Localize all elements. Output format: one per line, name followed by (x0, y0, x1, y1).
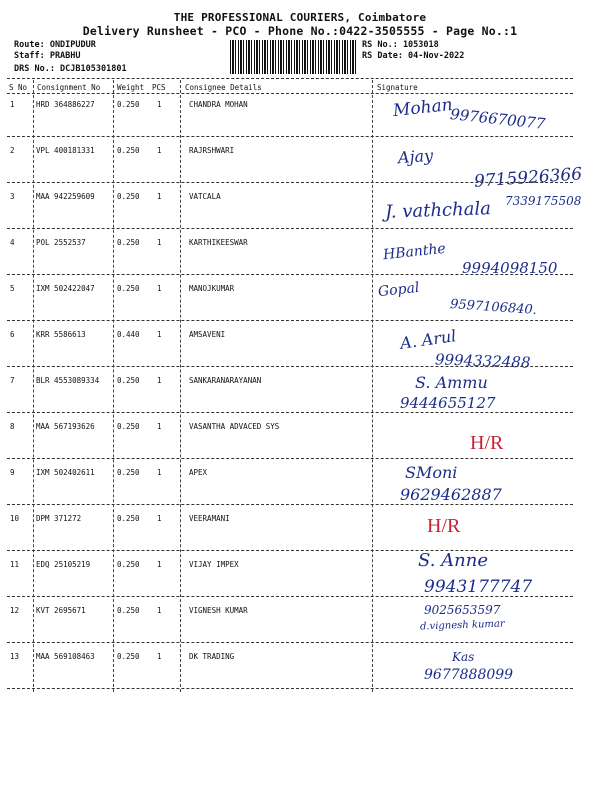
company-title: THE PROFESSIONAL COURIERS, Coimbatore (173, 11, 427, 24)
column-header-signature: Signature (377, 83, 418, 92)
row-consignment-no: MAA 942259609 (36, 192, 95, 201)
row-consignee: CHANDRA MOHAN (189, 100, 248, 109)
row-divider (7, 596, 573, 597)
row-sno: 9 (10, 468, 15, 477)
row-consignment-no: MAA 567193626 (36, 422, 95, 431)
row-sno: 4 (10, 238, 15, 247)
header-rule (7, 93, 573, 94)
row-consignee: DK TRADING (189, 652, 235, 661)
column-header-consignment: Consignment No (37, 83, 101, 92)
row-weight: 0.250 (117, 514, 140, 523)
handwritten-phone-number: 9943177747 (424, 577, 533, 597)
handwritten-phone-number: 9994332488 (434, 350, 531, 372)
row-sno: 5 (10, 284, 15, 293)
row-divider (7, 320, 573, 321)
handwritten-signature: Kas (452, 650, 475, 664)
row-pcs: 1 (157, 468, 162, 477)
handwritten-signature: Ajay (397, 145, 434, 168)
row-consignment-no: VPL 400181331 (36, 146, 95, 155)
column-divider (33, 80, 34, 692)
row-pcs: 1 (157, 606, 162, 615)
handwritten-phone-number: 9025653597 (424, 603, 501, 617)
row-consignee: AMSAVENI (189, 330, 226, 339)
row-consignment-no: POL 2552537 (36, 238, 86, 247)
row-weight: 0.440 (117, 330, 140, 339)
row-sno: 8 (10, 422, 15, 431)
row-sno: 3 (10, 192, 15, 201)
row-consignment-no: IXM 502422047 (36, 284, 95, 293)
handwritten-phone-number: 9629462887 (400, 485, 502, 504)
row-divider (7, 274, 573, 275)
row-pcs: 1 (157, 330, 162, 339)
row-weight: 0.250 (117, 238, 140, 247)
handwritten-signature: Mohan (392, 94, 454, 122)
row-sno: 10 (10, 514, 20, 523)
row-consignee: VATCALA (189, 192, 221, 201)
row-consignment-no: DPM 371272 (36, 514, 82, 523)
row-weight: 0.250 (117, 606, 140, 615)
row-consignee: RAJRSHWARI (189, 146, 235, 155)
row-pcs: 1 (157, 422, 162, 431)
handwritten-phone-number: 9994098150 (462, 259, 558, 277)
drs-label: DRS No.: DCJB105301801 (14, 64, 127, 74)
row-weight: 0.250 (117, 652, 140, 661)
row-weight: 0.250 (117, 284, 140, 293)
row-weight: 0.250 (117, 146, 140, 155)
column-header-weight: Weight (117, 83, 145, 92)
row-consignment-no: KVT 2695671 (36, 606, 86, 615)
column-header-pcs: PCS (152, 83, 166, 92)
row-pcs: 1 (157, 284, 162, 293)
row-divider (7, 136, 573, 137)
row-consignee: APEX (189, 468, 208, 477)
handwritten-phone-number: 9976670077 (449, 105, 547, 133)
rs-number: RS No.: 1053018 (362, 40, 439, 50)
column-divider (372, 80, 373, 692)
row-weight: 0.250 (117, 376, 140, 385)
row-sno: 13 (10, 652, 20, 661)
row-consignee: VIJAY IMPEX (189, 560, 239, 569)
row-consignment-no: MAA 569108463 (36, 652, 95, 661)
row-pcs: 1 (157, 192, 162, 201)
column-divider (180, 80, 181, 692)
column-header-sno: S No (9, 83, 28, 92)
row-consignee: VIGNESH KUMAR (189, 606, 248, 615)
handwritten-signature: d.vignesh kumar (419, 618, 505, 633)
row-weight: 0.250 (117, 192, 140, 201)
row-divider (7, 458, 573, 459)
row-consignee: VASANTHA ADVACED SYS (189, 422, 280, 431)
row-consignee: VEERAMANI (189, 514, 230, 523)
row-sno: 6 (10, 330, 15, 339)
row-consignee: SANKARANARAYANAN (189, 376, 262, 385)
row-weight: 0.250 (117, 100, 140, 109)
row-sno: 7 (10, 376, 15, 385)
handwritten-signature: S. Anne (418, 550, 488, 571)
row-pcs: 1 (157, 560, 162, 569)
column-header-consignee: Consignee Details (185, 83, 262, 92)
row-sno: 1 (10, 100, 15, 109)
row-divider (7, 412, 573, 413)
runsheet-title: Delivery Runsheet - PCO - Phone No.:0422-3505555 - Page No.:1 (82, 24, 518, 38)
staff-label: Staff: PRABHU (14, 51, 81, 61)
row-divider (7, 228, 573, 229)
handwritten-signature: J. vathchala (384, 198, 492, 223)
handwritten-note: H/R (427, 515, 461, 537)
column-divider (113, 80, 114, 692)
route-label: Route: ONDIPUDUR (14, 40, 96, 50)
row-pcs: 1 (157, 100, 162, 109)
row-weight: 0.250 (117, 468, 140, 477)
row-divider (7, 550, 573, 551)
handwritten-phone-number: 7339175508 (505, 194, 582, 208)
row-divider (7, 366, 573, 367)
row-pcs: 1 (157, 514, 162, 523)
handwritten-signature: S. Ammu (415, 373, 488, 392)
row-pcs: 1 (157, 376, 162, 385)
row-pcs: 1 (157, 652, 162, 661)
row-weight: 0.250 (117, 422, 140, 431)
handwritten-signature: HBanthe (382, 240, 447, 264)
handwritten-signature: A. Arul (398, 326, 458, 353)
row-divider (7, 642, 573, 643)
rs-date: RS Date: 04-Nov-2022 (362, 51, 465, 61)
row-consignment-no: KRR 5586613 (36, 330, 86, 339)
row-consignee: MANOJKUMAR (189, 284, 235, 293)
row-sno: 11 (10, 560, 20, 569)
row-consignment-no: EDQ 25105219 (36, 560, 91, 569)
row-sno: 12 (10, 606, 20, 615)
row-consignee: KARTHIKEESWAR (189, 238, 248, 247)
handwritten-signature: Gopal (377, 279, 421, 301)
row-weight: 0.250 (117, 560, 140, 569)
row-consignment-no: BLR 4553089334 (36, 376, 100, 385)
row-consignment-no: HRD 364886227 (36, 100, 95, 109)
row-consignment-no: IXM 502402611 (36, 468, 95, 477)
table-top-rule (7, 78, 573, 79)
row-divider (7, 504, 573, 505)
row-divider (7, 182, 573, 183)
handwritten-phone-number: 9715926366 (473, 164, 583, 192)
row-pcs: 1 (157, 146, 162, 155)
barcode-image (230, 40, 356, 74)
handwritten-signature: SMoni (405, 463, 458, 482)
row-divider (7, 688, 573, 689)
handwritten-note: H/R (470, 432, 504, 454)
handwritten-phone-number: 9597106840. (449, 296, 538, 319)
row-sno: 2 (10, 146, 15, 155)
handwritten-phone-number: 9677888099 (424, 667, 514, 683)
row-pcs: 1 (157, 238, 162, 247)
handwritten-phone-number: 9444655127 (400, 394, 496, 412)
